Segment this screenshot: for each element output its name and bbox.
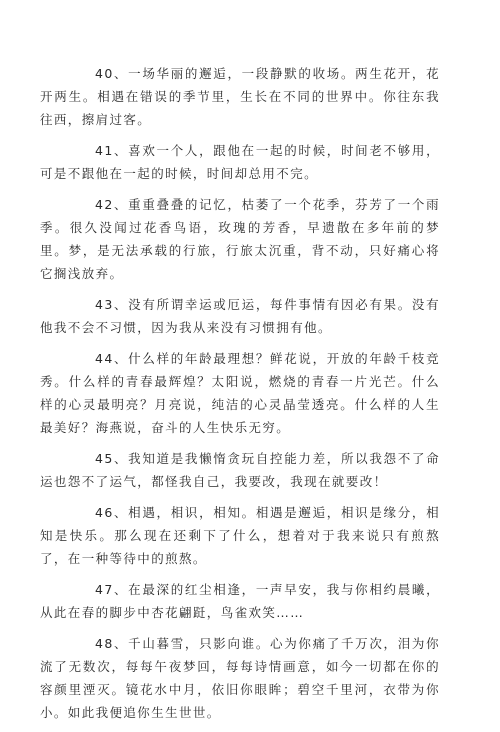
- paragraph-43: 43、没有所谓幸运或厄运，每件事情有因必有果。没有他我不会不习惯，因为我从来没有习惯拥有他。: [40, 297, 440, 335]
- paragraph-41: 41、喜欢一个人，跟他在一起的时候，时间老不够用，可是不跟他在一起的时候，时间却总用不完。: [40, 143, 440, 181]
- paragraph-45: 45、我知道是我懒惰贪玩自控能力差，所以我怨不了命运也怨不了运气，都怪我自己，我要改，我现在就要改！: [40, 451, 440, 489]
- paragraph-40: 40、一场华丽的邂逅，一段静默的收场。两生花开，花开两生。相遇在错误的季节里，生长在不同的世界中。你往东我往西，擦肩过客。: [40, 66, 440, 127]
- paragraph-48: 48、千山暮雪，只影向谁。心为你痛了千万次，泪为你流了无数次，每每午夜梦回，每每诗情画意，如今一切都在你的容颜里湮灭。镜花水中月，依旧你眼眸；碧空千里河，衣带为你小。如此我便追你生生世世。: [40, 636, 440, 720]
- document-body: [40, 62, 440, 732]
- paragraph-44: 44、什么样的年龄最理想？鲜花说，开放的年龄千枝竞秀。什么样的青春最辉煌？太阳说，燃烧的青春一片光芒。什么样的心灵最明亮？月亮说，纯洁的心灵晶莹透亮。什么样的人生最美好？海燕说，奋斗的人生快乐无穷。: [40, 351, 440, 435]
- paragraph-46: 46、相遇，相识，相知。相遇是邂逅，相识是缘分，相知是快乐。那么现在还剩下了什么，想着对于我来说只有煎熬了，在一种等待中的煎熬。: [40, 505, 440, 566]
- paragraph-47: 47、在最深的红尘相逢，一声早安，我与你相约晨曦，从此在春的脚步中杏花翩跹，鸟雀欢笑……: [40, 582, 440, 620]
- paragraph-42: 42、重重叠叠的记忆，枯萎了一个花季，芬芳了一个雨季。很久没闻过花香鸟语，玫瑰的芳香，早遗散在多年前的梦里。梦，是无法承载的行旅，行旅太沉重，背不动，只好痛心将它搁浅放弃。: [40, 197, 440, 281]
